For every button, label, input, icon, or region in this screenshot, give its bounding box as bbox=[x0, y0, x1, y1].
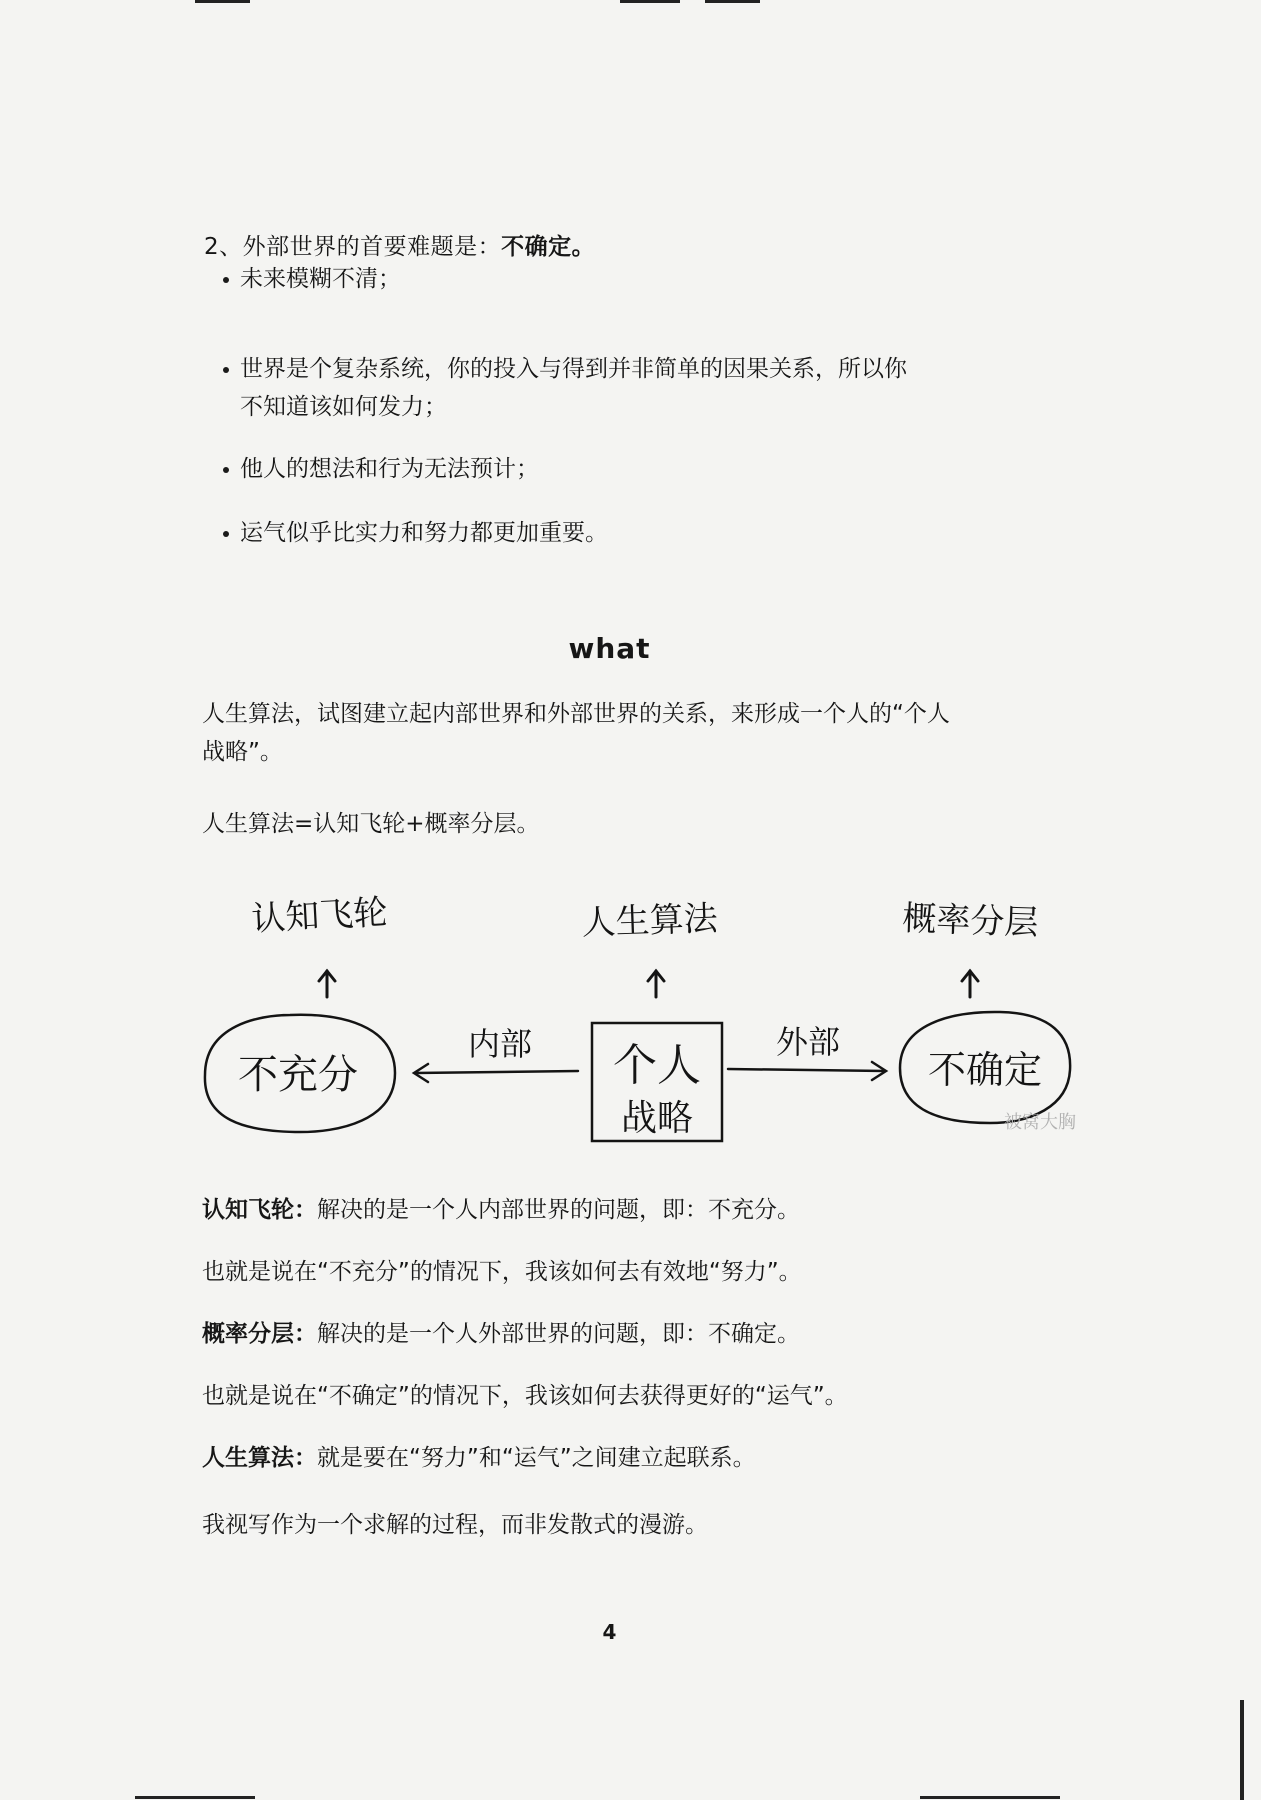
definition-text: 也就是说在“不充分”的情况下，我该如何去有效地“努力”。 bbox=[202, 1259, 802, 1285]
definition-term: 概率分层： bbox=[202, 1321, 317, 1347]
list-item-text: 不知道该如何发力； bbox=[240, 394, 447, 420]
center-box-top-text: 个人 bbox=[613, 1040, 701, 1091]
definition-term: 人生算法： bbox=[202, 1445, 317, 1471]
diagram-label-top-left: 认知飞轮 bbox=[250, 892, 389, 940]
intro-line-2: 战略”。 bbox=[202, 739, 283, 765]
diagram-label-top-center: 人生算法 bbox=[580, 898, 719, 944]
definition-row bbox=[202, 1377, 1032, 1415]
what-heading: what bbox=[568, 632, 651, 665]
arrow-left-label: 内部 bbox=[467, 1025, 533, 1063]
definition-text: 解决的是一个人内部世界的问题，即：不充分。 bbox=[317, 1197, 800, 1223]
scan-mark-top-left bbox=[195, 0, 250, 3]
intro-line-1: 人生算法，试图建立起内部世界和外部世界的关系，来形成一个人的“个人 bbox=[202, 701, 950, 727]
definition-row bbox=[202, 1191, 1032, 1229]
diagram-watermark: 被窝大胸 bbox=[1004, 1112, 1076, 1133]
list-item-text: 未来模糊不清； bbox=[240, 266, 401, 292]
oval-right-text: 不确定 bbox=[927, 1048, 1043, 1092]
definition-term: 认知飞轮： bbox=[202, 1197, 317, 1223]
arrow-left-internal bbox=[414, 1064, 578, 1082]
list-item-text: 他人的想法和行为无法预计； bbox=[240, 456, 539, 482]
list-item bbox=[240, 350, 907, 426]
bullet-dot bbox=[223, 531, 229, 537]
arrow-right-external bbox=[728, 1062, 886, 1080]
bullet-dot bbox=[223, 277, 229, 283]
formula: 人生算法=认知飞轮+概率分层。 bbox=[202, 811, 540, 837]
definition-text: 就是要在“努力”和“运气”之间建立起联系。 bbox=[317, 1445, 756, 1471]
page-number: 4 bbox=[602, 1620, 617, 1644]
arrow-up-right bbox=[962, 971, 978, 997]
definition-text: 解决的是一个人外部世界的问题，即：不确定。 bbox=[317, 1321, 800, 1347]
definition-row bbox=[202, 1506, 1032, 1544]
scan-mark-top-center bbox=[620, 0, 680, 3]
definition-row bbox=[202, 1439, 1032, 1477]
list-item bbox=[240, 450, 539, 488]
list-item bbox=[240, 260, 401, 298]
section-heading-emphasis: 不确定。 bbox=[501, 234, 596, 260]
diagram-svg bbox=[200, 875, 1080, 1150]
center-box-bottom-text: 战略 bbox=[620, 1098, 694, 1139]
list-item-text: 世界是个复杂系统，你的投入与得到并非简单的因果关系，所以你 bbox=[240, 356, 907, 382]
definition-text: 我视写作为一个求解的过程，而非发散式的漫游。 bbox=[202, 1512, 708, 1538]
scan-mark-bottom-left bbox=[135, 1796, 255, 1799]
list-item bbox=[240, 514, 608, 552]
scan-mark-bottom-right bbox=[920, 1796, 1060, 1799]
definition-text: 也就是说在“不确定”的情况下，我该如何去获得更好的“运气”。 bbox=[202, 1383, 848, 1409]
arrow-right-label: 外部 bbox=[775, 1023, 841, 1061]
intro-paragraph bbox=[202, 695, 1032, 771]
list-item-text: 运气似乎比实力和努力都更加重要。 bbox=[240, 520, 608, 546]
section-heading bbox=[204, 228, 595, 261]
life-algorithm-diagram bbox=[200, 875, 1080, 1150]
section-heading-text: 2、外部世界的首要难题是： bbox=[204, 234, 502, 260]
bullet-dot bbox=[223, 467, 229, 473]
scan-mark-right-edge bbox=[1240, 1700, 1244, 1800]
diagram-label-top-right: 概率分层 bbox=[901, 898, 1040, 944]
arrow-up-center bbox=[648, 971, 664, 997]
scan-mark-top-right bbox=[705, 0, 760, 3]
bullet-dot bbox=[223, 367, 229, 373]
definition-row bbox=[202, 1253, 1032, 1291]
arrow-up-left bbox=[319, 971, 335, 997]
definition-row bbox=[202, 1315, 1032, 1353]
oval-left-text: 不充分 bbox=[238, 1052, 358, 1098]
